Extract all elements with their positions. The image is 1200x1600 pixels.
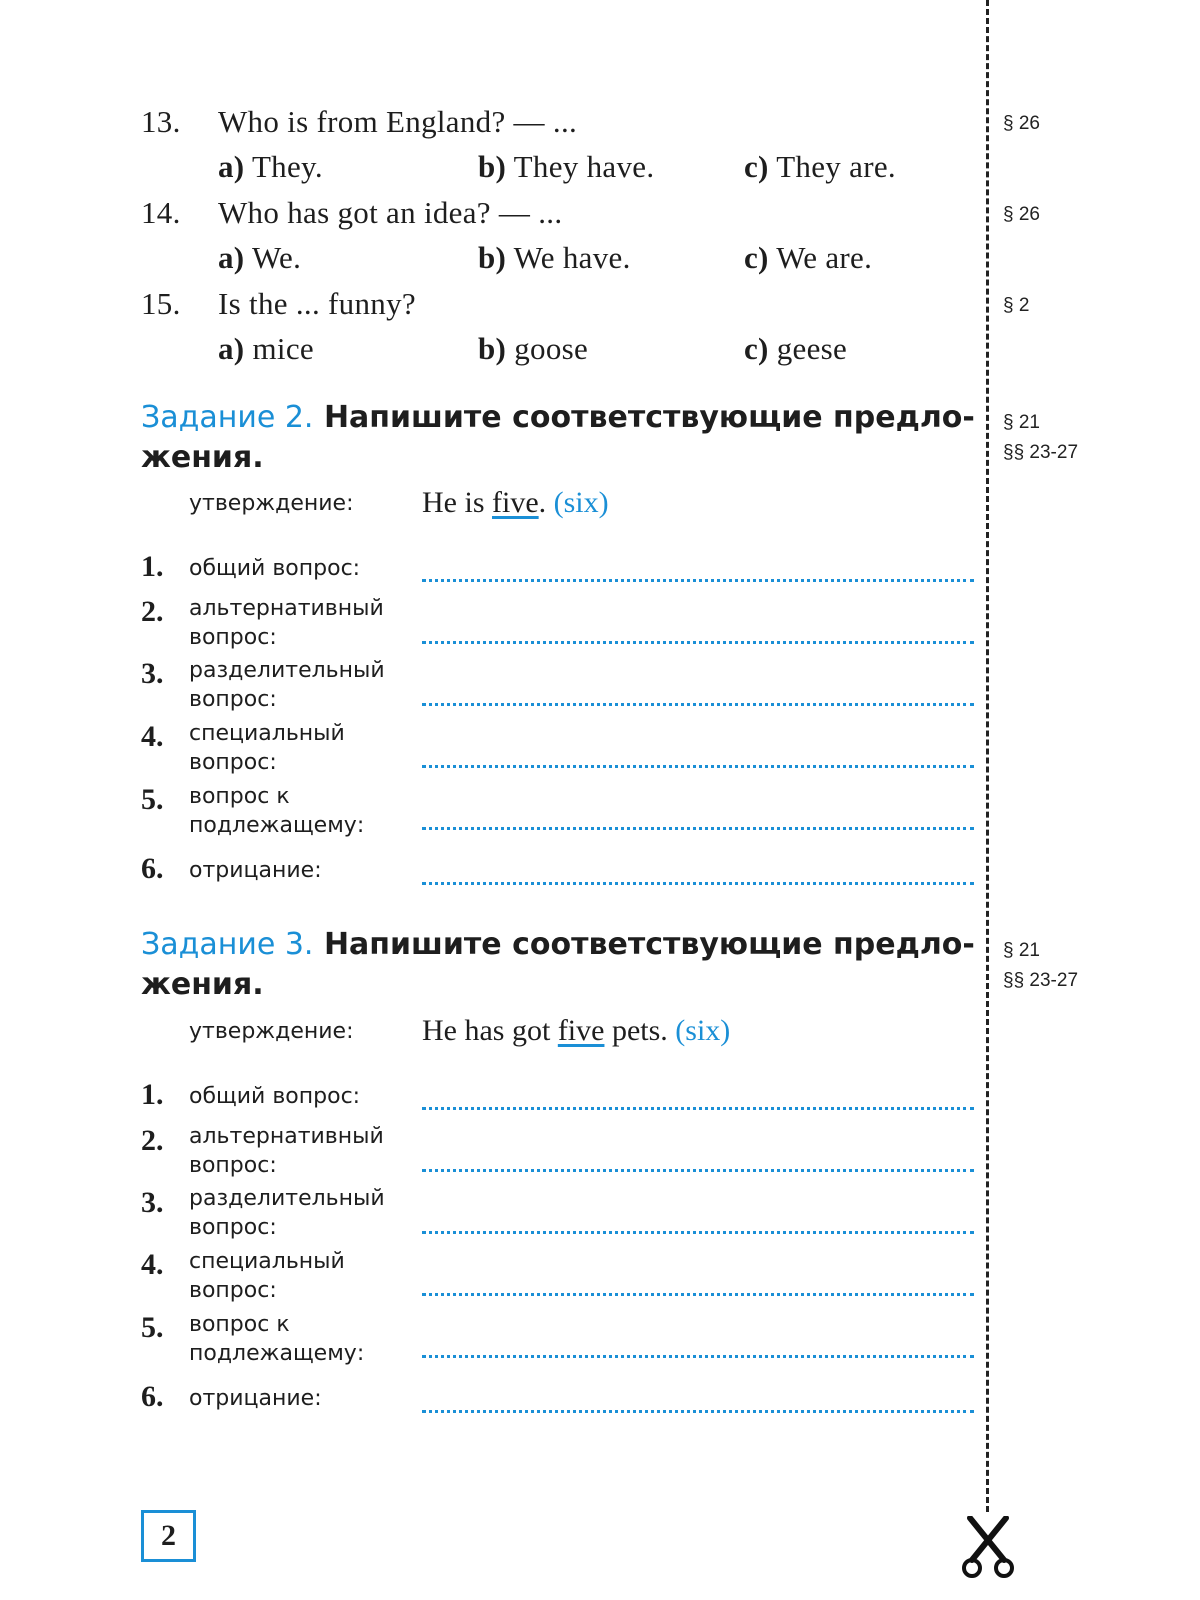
answer-line-3[interactable] bbox=[422, 1231, 974, 1234]
answer-line-2[interactable] bbox=[422, 1169, 974, 1172]
answer-line-1[interactable] bbox=[422, 1107, 974, 1110]
question-number: 15. bbox=[141, 286, 181, 321]
item-number: 3. bbox=[141, 657, 164, 690]
task-heading bbox=[141, 398, 975, 438]
option-a: a) mice bbox=[218, 331, 314, 366]
option-a: a) They. bbox=[218, 149, 323, 184]
statement: He is five. (six) bbox=[422, 486, 609, 519]
item-label: альтернативный вопрос: bbox=[189, 1124, 384, 1178]
question-number: 14. bbox=[141, 195, 181, 230]
item-number: 2. bbox=[141, 1124, 164, 1157]
item-number: 6. bbox=[141, 1380, 164, 1413]
item-label: вопрос к подлежащему: bbox=[189, 1312, 365, 1366]
answer-line-3[interactable] bbox=[422, 703, 974, 706]
question-number: 13. bbox=[141, 104, 181, 139]
item-number: 1. bbox=[141, 1078, 164, 1111]
item-label: альтернативный вопрос: bbox=[189, 596, 384, 650]
option-a: a) We. bbox=[218, 240, 302, 275]
option-b: b) They have. bbox=[478, 149, 655, 184]
answer-line-2[interactable] bbox=[422, 641, 974, 644]
answer-line-4[interactable] bbox=[422, 1293, 974, 1296]
section-ref: § 26 bbox=[1003, 204, 1040, 225]
section-ref: § 21 bbox=[1003, 412, 1040, 433]
item-number: 5. bbox=[141, 1311, 164, 1344]
item-label: специальный вопрос: bbox=[189, 721, 345, 775]
task-label: Задание 2. bbox=[141, 400, 314, 435]
answer-line-6[interactable] bbox=[422, 882, 974, 885]
question-text: Who is from England? — ... bbox=[218, 104, 578, 139]
item-label: отрицание: bbox=[189, 1386, 322, 1411]
task-instruction-line-1: Напишите соответствующие предло- bbox=[323, 927, 975, 962]
task-label: Задание 3. bbox=[141, 927, 314, 962]
item-label: общий вопрос: bbox=[189, 1084, 361, 1109]
underlined-word: five bbox=[492, 486, 539, 519]
section-ref: § 21 bbox=[1003, 940, 1040, 961]
task-heading bbox=[141, 925, 975, 965]
option-c: c) geese bbox=[744, 331, 848, 366]
answer-line-5[interactable] bbox=[422, 1355, 974, 1358]
item-number: 2. bbox=[141, 595, 164, 628]
statement-label: утверждение: bbox=[189, 491, 354, 516]
option-b: b) goose bbox=[478, 331, 589, 366]
option-c: c) We are. bbox=[744, 240, 873, 275]
page-number: 2 bbox=[141, 1510, 196, 1562]
item-label: отрицание: bbox=[189, 858, 322, 883]
item-number: 4. bbox=[141, 1248, 164, 1281]
section-ref: § 26 bbox=[1003, 113, 1040, 134]
statement-label: утверждение: bbox=[189, 1019, 354, 1044]
statement: He has got five pets. (six) bbox=[422, 1014, 731, 1047]
section-ref: §§ 23-27 bbox=[1003, 442, 1079, 463]
item-number: 6. bbox=[141, 852, 164, 885]
answer-line-6[interactable] bbox=[422, 1410, 974, 1413]
scissors-icon bbox=[960, 1516, 1016, 1580]
statement-hint: (six) bbox=[675, 1014, 731, 1047]
question-text: Who has got an idea? — ... bbox=[218, 195, 563, 230]
item-number: 5. bbox=[141, 783, 164, 816]
answer-line-4[interactable] bbox=[422, 765, 974, 768]
section-ref: §§ 23-27 bbox=[1003, 970, 1079, 991]
answer-line-1[interactable] bbox=[422, 579, 974, 582]
statement-hint: (six) bbox=[553, 486, 609, 519]
item-label: общий вопрос: bbox=[189, 556, 361, 581]
task-instruction-line-2: жения. bbox=[141, 440, 264, 475]
underlined-word: five bbox=[557, 1014, 605, 1047]
item-number: 4. bbox=[141, 720, 164, 753]
item-label: разделительный вопрос: bbox=[189, 658, 385, 712]
option-b: b) We have. bbox=[478, 240, 631, 275]
item-label: разделительный вопрос: bbox=[189, 1186, 385, 1240]
item-label: специальный вопрос: bbox=[189, 1249, 345, 1303]
item-number: 3. bbox=[141, 1186, 164, 1219]
answer-line-5[interactable] bbox=[422, 827, 974, 830]
question-text: Is the ... funny? bbox=[218, 286, 416, 321]
item-label: вопрос к подлежащему: bbox=[189, 784, 365, 838]
cut-line bbox=[986, 0, 989, 1512]
section-ref: § 2 bbox=[1003, 295, 1030, 316]
option-c: c) They are. bbox=[744, 149, 896, 184]
task-instruction-line-1: Напишите соответствующие предло- bbox=[323, 400, 975, 435]
task-instruction-line-2: жения. bbox=[141, 967, 264, 1002]
item-number: 1. bbox=[141, 550, 164, 583]
